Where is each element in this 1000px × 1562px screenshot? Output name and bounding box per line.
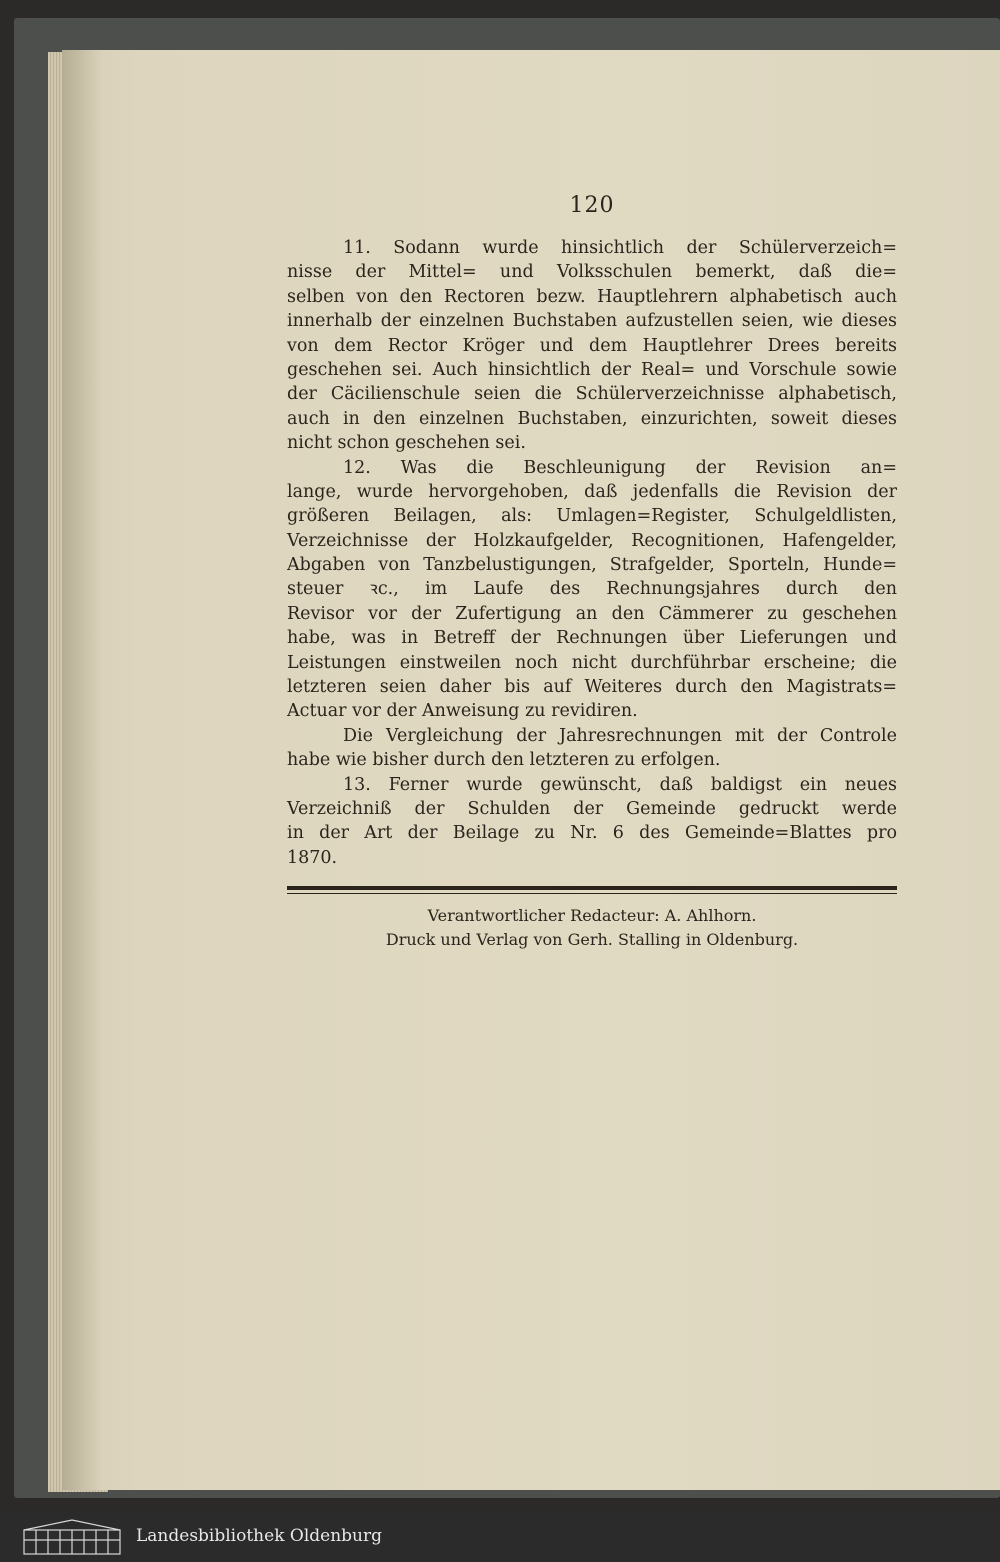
library-building-icon: [22, 1518, 122, 1556]
imprint-editor: Verantwortlicher Redacteur: A. Ahlhorn.: [427, 906, 757, 926]
text-line: 1870.: [287, 847, 338, 868]
text-line: Leistungen einstweilen noch nicht durchführbar erscheine; die: [287, 652, 897, 673]
text-line: selben von den Rectoren bezw. Hauptlehrern alphabetisch auch: [287, 286, 897, 307]
text-line: 11. Sodann wurde hinsichtlich der Schülerverzeich=: [343, 238, 897, 258]
divider-rule-thick: [287, 886, 897, 890]
gutter-shadow: [62, 50, 102, 1490]
text-line: Actuar vor der Anweisung zu revidiren.: [287, 701, 638, 722]
page-number: 120: [569, 193, 615, 218]
text-line: Revisor vor der Zufertigung an den Cämmerer zu geschehen: [287, 603, 897, 624]
text-line: habe, was in Betreff der Rechnungen über Lieferungen und: [287, 628, 897, 649]
text-line: habe wie bisher durch den letzteren zu erfolgen.: [287, 750, 721, 771]
divider-rule-thin: [287, 893, 897, 894]
text-line: 13. Ferner wurde gewünscht, daß baldigst ein neues: [343, 774, 897, 795]
text-line: 12. Was die Beschleunigung der Revision an=: [343, 457, 897, 478]
text-line: nicht schon geschehen sei.: [287, 433, 526, 454]
text-line: lange, wurde hervorgehoben, daß jedenfalls die Revision der: [287, 481, 897, 502]
page-text: [287, 193, 897, 952]
text-line: Die Vergleichung der Jahresrechnungen mit der Controle: [343, 725, 897, 746]
text-line: letzteren seien daher bis auf Weiteres durch den Magistrats=: [287, 677, 897, 698]
text-line: innerhalb der einzelnen Buchstaben aufzustellen seien, wie dieses: [287, 311, 897, 332]
text-line: in der Art der Beilage zu Nr. 6 des Gemeinde=Blattes pro: [287, 823, 897, 844]
imprint-printer: Druck und Verlag von Gerh. Stalling in Oldenburg.: [385, 930, 799, 950]
text-line: geschehen sei. Auch hinsichtlich der Real= und Vorschule sowie: [287, 359, 897, 380]
text-line: Abgaben von Tanzbelustigungen, Strafgelder, Sporteln, Hunde=: [287, 555, 897, 576]
body-text: [287, 236, 897, 870]
text-line: steuer ꝛc., im Laufe des Rechnungsjahres durch den: [287, 579, 897, 600]
library-name[interactable]: Landesbibliothek Oldenburg: [136, 1526, 383, 1546]
text-line: Verzeichnisse der Holzkaufgelder, Recognitionen, Hafengelder,: [287, 530, 897, 551]
text-line: nisse der Mittel= und Volksschulen bemerkt, daß die=: [287, 262, 897, 283]
text-line: von dem Rector Kröger und dem Hauptlehrer Drees bereits: [287, 335, 897, 356]
text-line: auch in den einzelnen Buchstaben, einzurichten, soweit dieses: [287, 408, 897, 429]
text-line: der Cäcilienschule seien die Schülerverzeichnisse alphabetisch,: [287, 384, 897, 405]
text-line: größeren Beilagen, als: Umlagen=Register, Schulgeldlisten,: [287, 506, 897, 527]
footer-bar: [0, 1512, 1000, 1562]
text-line: Verzeichniß der Schulden der Gemeinde gedruckt werde: [287, 798, 897, 819]
